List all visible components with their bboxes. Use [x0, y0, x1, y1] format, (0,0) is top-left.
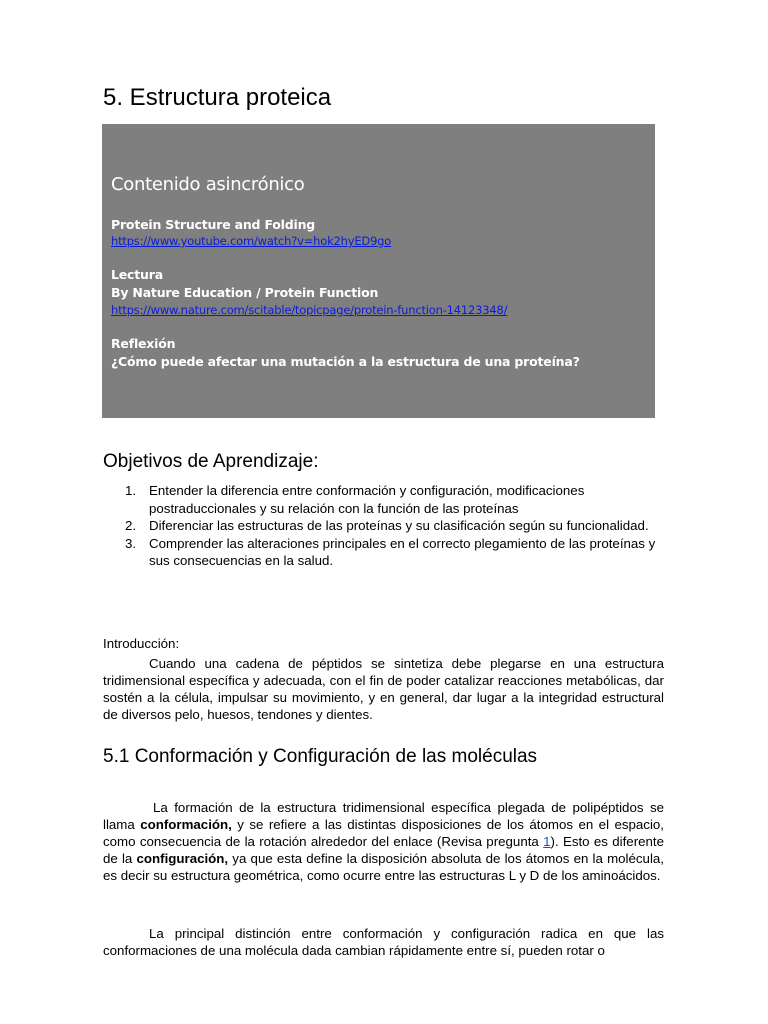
objective-number: 2. — [125, 518, 137, 533]
reading-label: Lectura — [111, 267, 163, 282]
p1-bold-configuracion: configuración, — [136, 850, 229, 866]
p1-text: La formación de la estructura tridimensional específica plegada de polipéptidos se llama — [103, 800, 664, 832]
objective-number: 1. — [125, 483, 137, 498]
objective-text: Diferenciar las estructuras de las proteínas y su clasificación según su funcionalidad. — [149, 518, 649, 533]
section-5-1-paragraph-1 — [103, 800, 664, 885]
intro-paragraph — [103, 656, 664, 724]
async-content-box — [102, 124, 655, 418]
objective-text: Entender la diferencia entre conformación y configuración, modificaciones postraduccionales y su relación con la función de las proteínas — [149, 483, 585, 516]
section-5-1-paragraph-2 — [103, 926, 664, 960]
p1-text: y se refiere a las distintas disposiciones de los átomos en el espacio, como consecuencia de la rotación alrededor del enlace (Revisa pregunta — [103, 816, 664, 849]
question-ref-link[interactable]: 1 — [543, 833, 551, 849]
page-title: 5. Estructura proteica — [103, 84, 332, 111]
objectives-list — [103, 482, 663, 570]
reading-title: By Nature Education / Protein Function — [111, 285, 379, 300]
objective-item — [103, 535, 663, 570]
section-5-1-heading: 5.1 Conformación y Configuración de las moléculas — [103, 746, 538, 767]
intro-label: Introducción: — [103, 636, 180, 651]
objective-item — [103, 482, 663, 517]
objective-item — [103, 517, 663, 535]
reflection-question: ¿Cómo puede afectar una mutación a la estructura de una proteína? — [111, 354, 580, 369]
video-link[interactable]: https://www.youtube.com/watch?v=hok2hyED9go — [111, 234, 392, 248]
intro-text: Cuando una cadena de péptidos se sintetiza debe plegarse en una estructura tridimensional específica y adecuada, con el fin de poder catalizar reacciones metabólicas, dar sostén a la célula, impulsar su movimiento, y en general, dar lugar a la integridad estructural de diversos pelo, huesos, tendones y dientes. — [103, 656, 664, 722]
video-title: Protein Structure and Folding — [111, 217, 316, 232]
reading-link[interactable]: https://www.nature.com/scitable/topicpage/protein-function-14123348/ — [111, 303, 508, 317]
objectives-heading: Objetivos de Aprendizaje: — [103, 451, 319, 472]
async-content-heading: Contenido asincrónico — [111, 174, 305, 195]
p2-text: La principal distinción entre conformación y configuración radica en que las conformaciones de una molécula dada cambian rápidamente entre sí, pueden rotar o — [103, 926, 664, 958]
objective-text: Comprender las alteraciones principales en el correcto plegamiento de las proteínas y sus consecuencias en la salud. — [149, 535, 656, 568]
p1-bold-conformacion: conformación, — [140, 816, 232, 832]
reflection-label: Reflexión — [111, 336, 176, 351]
p1-text: ya que esta define la disposición absoluta de los átomos en la molécula, es decir su estructura geométrica, como ocurre entre las estructuras L y D de los aminoácidos. — [103, 850, 664, 883]
objective-number: 3. — [125, 535, 137, 551]
p1-text: ). Esto es diferente de la — [103, 833, 665, 866]
